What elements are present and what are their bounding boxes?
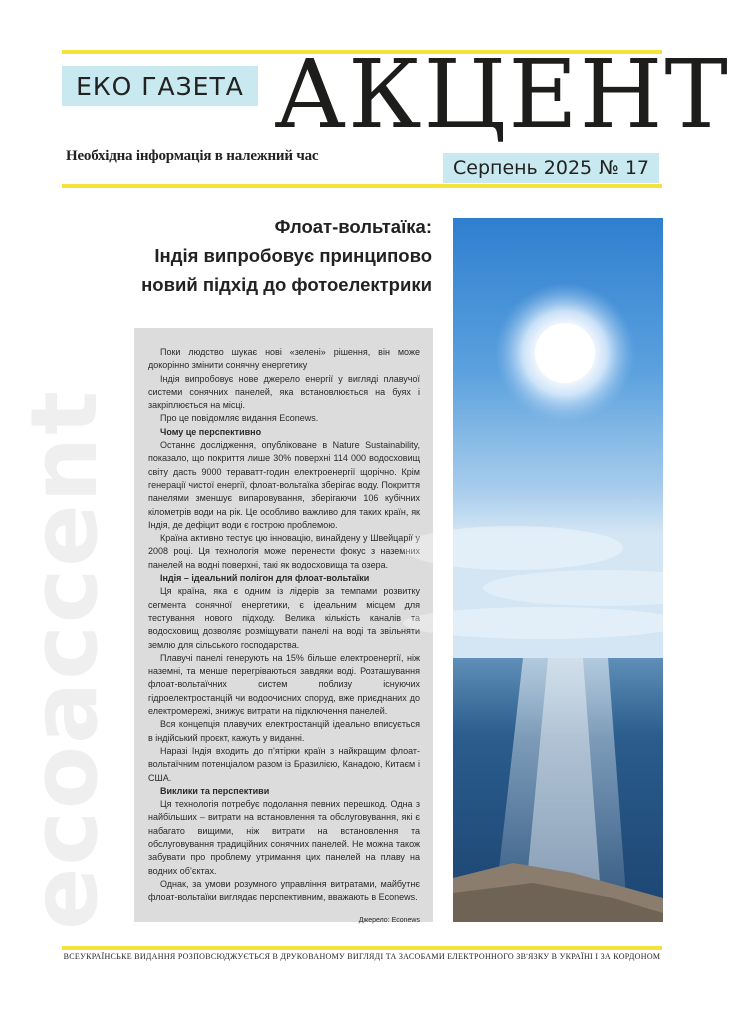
article-paragraph: Наразі Індія входить до п’ятірки країн з найкращим флоат-вольтаїчним потенціалом разом із Бразилією, Канадою, Китаєм і США. [148,745,420,783]
article-paragraph: Ця технологія потребує подолання певних перешкод. Одна з найбільших – витрати на встановлення та обслуговування, які є набагато вищими, ніж витрати на встановлення та обслуговування традиційних сонячних панелей. Не можна також забувати про проблему утримання цих панелей на плаву на водних об’єктах. [148,799,420,876]
headline-line: новий підхід до фотоелектрики [141,274,432,295]
headline-line: Флоат-вольтаїка: [274,216,432,237]
article-subheading: Індія – ідеальний полігон для флоат-вольтаїки [160,573,370,584]
headline-line: Індія випробовує принципово [154,245,432,266]
article-paragraph: Індія випробовує нове джерело енергії у вигляді плавучої системи сонячних панелей, яка встановлюється на буях і закріплюється на місці. [148,373,420,411]
issue-number: № 17 [599,157,649,179]
tagline: Необхідна інформація в належний час [66,148,319,164]
article-subheading: Виклики та перспективи [160,785,270,796]
article-subheading: Чому це перспективно [160,426,262,437]
issue-info [443,153,659,183]
ecoaccent-watermark: ecoaccent [11,388,118,930]
article-headline [120,212,432,299]
article-paragraph: Плавучі панелі генерують на 15% більше електроенергії, ніж наземні, та менше перегріваються завдяки воді. Розташування флоат-вольтаїчних систем поблизу існуючих гідроелектростанцій чи водоочисних споруд, вже приєднаних до електромережі, знижує витрати на підключення панелей. [148,652,420,717]
article-paragraph: Вся концепція плавучих електростанцій ідеально вписується в індійський проєкт, кажуть у виданні. [148,719,420,743]
footer-rule [62,946,662,950]
article-paragraph: Ця країна, яка є одним із лідерів за темпами розвитку сегмента сонячної енергетики, є ідеальним місцем для тестування нового підходу. Велика кількість каналів та водосховищ дозволяє розміщувати панелі на воді та звільняти землю для сільського господарства. [148,586,420,650]
newspaper-title: АКЦЕНТ [274,40,730,150]
article-paragraph: Однак, за умови розумного управління витратами, майбутнє флоат-вольтаїки виглядає перспективним, вважають в Econews. [148,878,420,903]
article-paragraph: Про це повідомляє видання Econews. [160,413,319,424]
article-body [134,328,433,925]
article-paragraph: Останнє дослідження, опубліковане в Nature Sustainability, показало, що покриття лише 30% поверхні 114 000 водосховищ світу дасть 9000 тераватт-годин електроенергії щорічно. Крім генерації чистої енергії, флоат-вольтаїка зберігає воду. Покриття панелями зменшує випаровування, зберігаючи 106 кубічних кілометрів води на рік. Це особливо важливо для таких країн, як Індія, де дефіцит води є гострою проблемою. [148,440,420,530]
sea-sun-photo [453,218,663,922]
header-rule [62,184,662,188]
footer-note: ВСЕУКРАЇНСЬКЕ ВИДАННЯ РОЗПОВСЮДЖУЄТЬСЯ В ДРУКОВАНОМУ ВИГЛЯДІ ТА ЗАСОБАМИ ЕЛЕКТРОННОГО ЗВ'ЯЗКУ В УКРАЇНІ І ЗА КОРДОНОМ [63,952,661,961]
article-paragraph: Поки людство шукає нові «зелені» рішення, він може докорінно змінити сонячну енергетику [148,347,420,371]
article-source: Джерело: Econews [358,917,420,925]
issue-month: Серпень 2025 [453,157,593,179]
article-paragraph: Країна активно тестує цю інновацію, винайдену у Швейцарії у 2008 році. Ця технологія може перенести фокус з наземних панелей на водні поверхні, такі як водосховища та озера. [148,533,420,570]
eko-gazeta-label: ЕКО ГАЗЕТА [62,66,258,106]
